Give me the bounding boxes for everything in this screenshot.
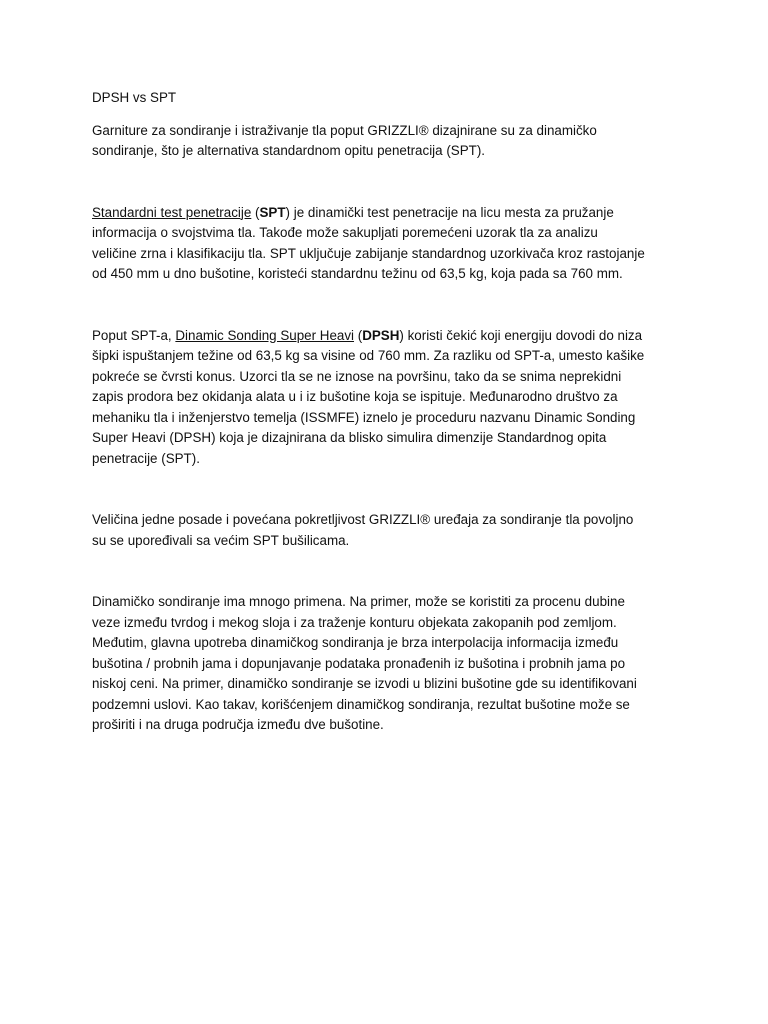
paragraph-line: informacija o svojstvima tla. Takođe može sakupljati poremećeni uzorak tla za analizu [92, 225, 598, 240]
paragraph-dpsh [92, 326, 682, 470]
paragraph-grizzli [92, 510, 682, 551]
paragraph-applications [92, 592, 682, 736]
paragraph-line: proširiti i na druga područja između dve bušotine. [92, 717, 384, 732]
paragraph-line: bušotina / probnih jama i dopunjavanje podataka pronađenih iz bušotina i probnih jama po [92, 655, 626, 671]
paragraph-line: sondiranje, što je alternativa standardnom opitu penetracija (SPT). [92, 143, 486, 158]
spt-abbreviation: SPT [259, 204, 286, 220]
paragraph-prefix: Poput SPT-a, [92, 327, 176, 343]
paragraph-line: Veličina jedne posade i povećana pokretljivost GRIZZLI® uređaja za sondiranje tla povoljno [92, 512, 634, 527]
paragraph-line: od 450 mm u dno bušotine, koristeći standardnu težinu od 63,5 kg, koja pada sa 760 mm. [92, 266, 623, 281]
paragraph-line: zapis prodora bez okidanja alata u i iz bušotine koja se ispituje. Međunarodno društvo za [92, 389, 618, 404]
paragraph-line: Super Heavi (DPSH) koja je dizajnirana da blisko simulira dimenzije Standardnog opita [92, 430, 607, 445]
paragraph-line: veličine zrna i klasifikaciju tla. SPT uključuje zabijanje standardnog uzorkivača kroz rastojanje [92, 245, 645, 261]
document-title: DPSH vs SPT [92, 90, 177, 105]
paragraph-line-with-link: Standardni test penetracije (SPT) je dinamički test penetracije na licu mesta za pružanje [92, 204, 614, 220]
paragraph-line: su se upoređivali sa većim SPT bušilicama. [92, 532, 350, 548]
paragraph-line: pokreće se čvrsti konus. Uzorci tla se ne iznose na površinu, tako da se snima neprekidni [92, 368, 622, 384]
spt-link[interactable]: Standardni test penetracije [92, 204, 252, 220]
paragraph-line: Međutim, glavna upotreba dinamičkog sondiranja je brza interpolacija informacija između [92, 635, 619, 650]
document-page [92, 88, 682, 748]
dpsh-link[interactable]: Dinamic Sonding Super Heavi [175, 327, 355, 343]
paragraph-spt [92, 203, 682, 285]
paragraph-line-text: je dinamički test penetracije na licu mesta za pružanje [293, 204, 614, 220]
dpsh-abbreviation: DPSH [362, 327, 400, 343]
paragraph-line: niskoj ceni. Na primer, dinamičko sondiranje se izvodi u blizini bušotine gde su identifikovani [92, 676, 637, 691]
paragraph-line-text: koristi čekić koji energiju dovodi do niza [407, 327, 643, 343]
paragraph-line: penetracije (SPT). [92, 450, 200, 466]
paragraph-line: šipki ispuštanjem težine od 63,5 kg sa visine od 760 mm. Za razliku od SPT-a, umesto kašike [92, 348, 645, 363]
paragraph-line: Garniture za sondiranje i istraživanje tla poput GRIZZLI® dizajnirane su za dinamičko [92, 122, 597, 138]
paragraph-intro [92, 121, 682, 162]
paragraph-line: veze između tvrdog i mekog sloja i za traženje konturu objekata zakopanih pod zemljom. [92, 614, 617, 630]
paragraph-line: podzemni uslovi. Kao takav, korišćenjem dinamičkog sondiranja, rezultat bušotine može se [92, 696, 630, 712]
paragraph-line: mehaniku tla i inženjerstvo temelja (ISSMFE) iznelo je proceduru nazvanu Dinamic Sonding [92, 409, 636, 425]
paragraph-line-with-link: Poput SPT-a, Dinamic Sonding Super Heavi (DPSH) koristi čekić koji energiju dovodi do niza [92, 327, 643, 343]
paragraph-line: Dinamičko sondiranje ima mnogo primena. Na primer, može se koristiti za procenu dubine [92, 594, 625, 609]
